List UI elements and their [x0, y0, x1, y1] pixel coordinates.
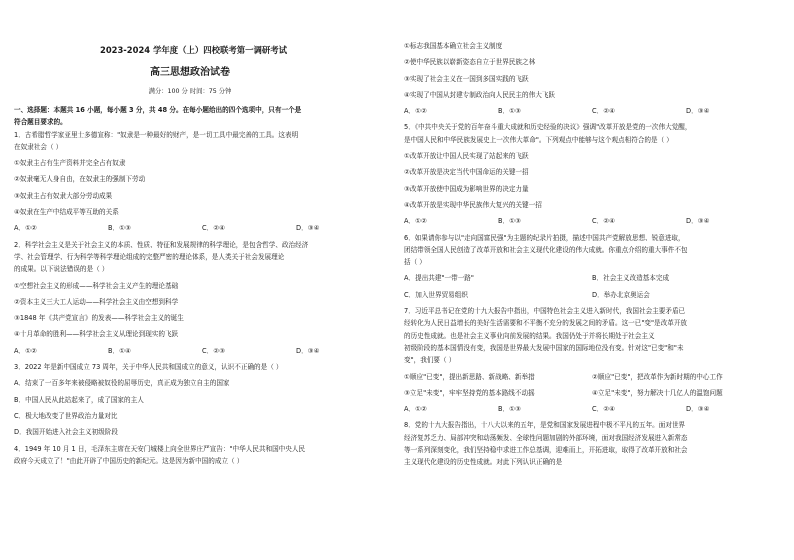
q7-stem-cont3: 初级阶段的基本国情没有变，我国是世界最大发展中国家的国际地位没有变。针对这"已变"和"未 — [404, 343, 684, 352]
q6-option-c[interactable]: C．加入世界贸易组织 — [404, 290, 468, 299]
q4-option-d[interactable]: D．③④ — [686, 107, 710, 116]
q2-item-4: ④十月革命的胜利——科学社会主义从理论到现实的飞跃 — [14, 330, 179, 339]
q1-item-2: ②奴隶毫无人身自由，在奴隶主的强制下劳动 — [14, 175, 146, 184]
q5-item-3: ③改革开放使中国成为影响世界的决定力量 — [404, 184, 529, 193]
q2-option-a[interactable]: A．①② — [14, 346, 37, 355]
q2-stem: 2．科学社会主义是关于社会主义的本质、性质、特征和发展规律的科学理论，是包含哲学、政治经济 — [14, 240, 309, 249]
question-2 — [14, 239, 390, 357]
q2-item-2: ②资本主义三大工人运动——科学社会主义由空想到科学 — [14, 297, 179, 306]
q2-item-1: ①空想社会主义的形成——科学社会主义产生的理论基础 — [14, 281, 179, 290]
q1-options — [14, 222, 390, 234]
q8-stem-cont2: 等一系列深刻变化，我们坚持稳中求进工作总基调，迎难而上，开拓进取，取得了改革开放和社会 — [404, 446, 688, 455]
q4-options — [404, 105, 780, 117]
question-8 — [404, 419, 780, 468]
q4-item-1: ①标志我国基本确立社会主义制度 — [404, 42, 503, 50]
q7-item-2: ②顺应"已变"，把改革作为新时期的中心工作 — [592, 372, 723, 381]
q6-option-b[interactable]: B．社会主义改造基本完成 — [592, 274, 670, 283]
exam-title: 2023-2024 学年度（上）四校联考第一调研考试 — [100, 45, 288, 55]
q3-option-a[interactable]: A．结束了一百多年来被侵略被奴役的屈辱历史，真正成为独立自主的国家 — [14, 379, 230, 388]
q1-stem-cont: 在奴隶社会（ ） — [14, 142, 63, 151]
q2-item-3: ③1848 年《共产党宣言》的发表——科学社会主义的诞生 — [14, 314, 184, 323]
q7-item-4: ④立足"未变"，努力解决十几亿人的温饱问题 — [592, 388, 723, 397]
q3-option-d[interactable]: D．我国开始进入社会主义初级阶段 — [14, 428, 118, 437]
q8-stem-cont3: 主义现代化建设的历史性成就。对此下列认识正确的是 — [404, 458, 563, 467]
q7-stem-cont: 经转化为人民日益增长的美好生活需要和不平衡不充分的发展之间的矛盾。这一已"变"是改革开放 — [404, 319, 688, 328]
q7-items-row2 — [404, 387, 780, 399]
q5-item-2: ②改革开放是决定当代中国命运的关键一招 — [404, 168, 529, 177]
q1-item-1: ①奴隶主占有生产资料并完全占有奴隶 — [14, 159, 126, 168]
q2-option-d[interactable]: D．③④ — [296, 346, 320, 355]
q6-option-a[interactable]: A．提出共建"一带一路" — [404, 274, 474, 283]
q1-option-d[interactable]: D．③④ — [296, 224, 320, 233]
q2-stem-cont2: 的成果。以下说法错误的是（ ） — [14, 265, 109, 274]
q4-option-c[interactable]: C．②④ — [592, 107, 616, 116]
question-1 — [14, 129, 390, 235]
q7-option-d[interactable]: D．③④ — [686, 405, 710, 414]
q4-option-b[interactable]: B．①③ — [498, 107, 521, 116]
q6-options-row1 — [404, 272, 780, 284]
q5-stem: 5．《中共中央关于党的百年奋斗重大成就和历史经验的决议》强调"改革开放是党的一次伟大觉醒， — [404, 123, 692, 132]
question-3 — [14, 361, 390, 438]
section-heading-cont: 符合题目要求的。 — [14, 118, 67, 127]
q1-option-a[interactable]: A．①② — [14, 224, 37, 233]
question-7 — [404, 305, 780, 415]
q7-option-b[interactable]: B．①③ — [498, 405, 521, 414]
q3-option-c[interactable]: C．极大地改变了世界政治力量对比 — [14, 411, 118, 420]
q5-item-4: ④改革开放是实现中华民族伟大复兴的关键一招 — [404, 200, 542, 209]
q5-option-a[interactable]: A．①② — [404, 217, 427, 226]
q8-stem: 8．党的十九大报告指出，十八大以来的五年，是党和国家发展进程中极不平凡的五年。面对世界 — [404, 421, 686, 430]
left-column — [14, 104, 390, 467]
q7-stem: 7．习近平总书记在党的十九大报告中指出，中国特色社会主义进入新时代，我国社会主要矛盾已 — [404, 307, 686, 316]
q4-option-a[interactable]: A．①② — [404, 107, 427, 116]
q4-stem-cont: 政府今天成立了！"由此开辟了中国历史的新纪元。这是因为新中国的成立（ ） — [14, 456, 244, 465]
q2-options — [14, 345, 390, 357]
q5-options — [404, 215, 780, 227]
q1-option-c[interactable]: C．②④ — [202, 224, 226, 233]
q2-option-b[interactable]: B．①④ — [108, 346, 131, 355]
q3-option-b[interactable]: B．中国人民从此站起来了，成了国家的主人 — [14, 395, 144, 404]
q5-option-d[interactable]: D．③④ — [686, 217, 710, 226]
question-4 — [14, 443, 390, 468]
q7-stem-cont2: 的历史性成就。也是社会主义事业向前发展的结果。我国仍处于并将长期处于社会主义 — [404, 331, 655, 340]
q6-stem: 6．如果请你参与以"走向国富民强"为主题的纪录片拍摄，描述中国共产党解放思想、锐意进取， — [404, 233, 685, 242]
q4-item-4: ④实现了中国从封建专制政治向人民民主的伟大飞跃 — [404, 90, 555, 99]
q4-item-2: ②使中华民族以崭新姿态自立于世界民族之林 — [404, 58, 536, 67]
q7-options — [404, 403, 780, 415]
right-column — [404, 40, 780, 469]
exam-meta: 满分：100 分 时间：75 分钟 — [148, 88, 232, 95]
q7-option-c[interactable]: C．②④ — [592, 405, 616, 414]
question-5 — [404, 121, 780, 227]
q7-item-1: ①顺应"已变"，提出新思路、新战略、新举措 — [404, 372, 535, 381]
q2-stem-cont: 学、社会管理学、行为科学等科学理论组成的完整严密的理论体系，是人类关于社会发展理论 — [14, 252, 285, 261]
q8-stem-cont: 经济复苏乏力、局部冲突和动荡频发、全球性问题加剧的外部环境，面对我国经济发展进入新常态 — [404, 433, 688, 442]
q5-stem-cont: 是中国人民和中华民族发展史上一次伟大革命"。下列观点中能够与这个观点相符合的是（ ） — [404, 135, 673, 144]
q1-option-b[interactable]: B．①③ — [108, 224, 131, 233]
q6-stem-cont2: 括（ ） — [404, 258, 426, 267]
q4-stem: 4．1949 年 10 月 1 日，毛泽东主席在天安门城楼上向全世界庄严宣告："中华人民共和国中央人民 — [14, 444, 306, 453]
q1-item-4: ④奴隶在生产中结成平等互助的关系 — [14, 208, 119, 217]
question-6 — [404, 232, 780, 301]
q4-item-3: ③实现了社会主义在一国到多国实践的飞跃 — [404, 74, 529, 83]
q2-option-c[interactable]: C．②③ — [202, 346, 226, 355]
q7-stem-cont4: 变"，我们要（ ） — [404, 356, 456, 365]
q6-option-d[interactable]: D．举办北京奥运会 — [592, 290, 650, 299]
exam-subtitle: 高三思想政治试卷 — [150, 67, 230, 78]
q5-option-c[interactable]: C．②④ — [592, 217, 616, 226]
q6-options-row2 — [404, 289, 780, 301]
q3-stem: 3．2022 年是新中国成立 73 周年，关于中华人民共和国成立的意义，认识不正确的是（ ） — [14, 363, 283, 372]
q5-item-1: ①改革开放让中国人民实现了站起来的飞跃 — [404, 152, 529, 161]
q1-stem: 1．古希腊哲学家亚里士多德宣称："奴隶是一种最好的财产，是一切工具中最完善的工具。这表明 — [14, 130, 299, 139]
q1-item-3: ③奴隶主占有奴隶大部分劳动成果 — [14, 191, 113, 200]
q7-option-a[interactable]: A．①② — [404, 405, 427, 414]
q7-items-row1 — [404, 371, 780, 383]
section-heading: 一、选择题：本题共 16 小题，每小题 3 分，共 48 分。在每小题给出的四个选项中，只有一个是 — [14, 106, 302, 114]
q5-option-b[interactable]: B．①③ — [498, 217, 521, 226]
q7-item-3: ③立足"未变"，牢牢坚持党的基本路线不动摇 — [404, 388, 535, 397]
q6-stem-cont: 团结带领全国人民创造了改革开放和社会主义现代化建设的伟大成就。你重点介绍的重大事件不包 — [404, 245, 688, 254]
